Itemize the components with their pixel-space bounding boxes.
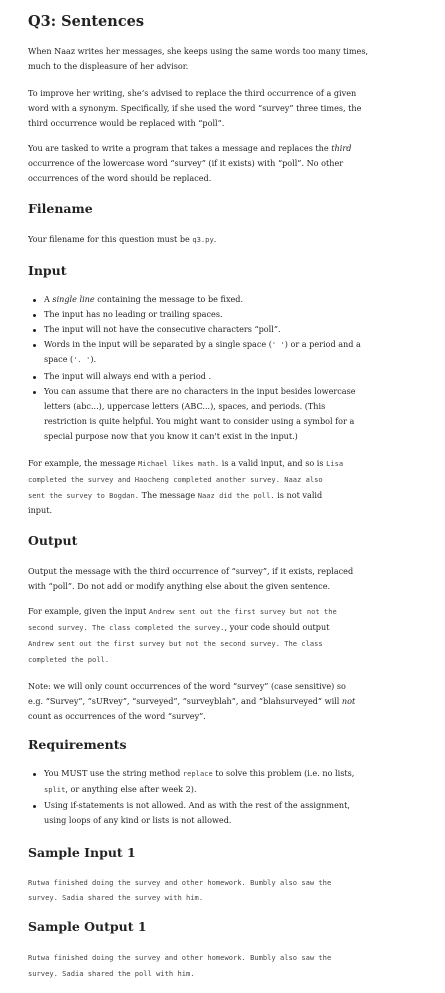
sample-input-heading: Sample Input 1 [28,845,136,860]
intro-p3-line1: You are tasked to write a program that takes a message and replaces the third [28,143,352,153]
output-heading: Output [28,533,78,548]
input-example-line3: sent the survey to Bogdan. The message Naaz did the poll. is not valid [28,490,323,500]
output-note-line1: Note: we will only count occurrences of the word “survey” (case sensitive) so [28,681,346,691]
requirements-heading: Requirements [28,737,127,752]
output-note-line3: count as occurrences of the word “survey”. [28,711,206,721]
sample-output-heading: Sample Output 1 [28,919,147,934]
input-bullet-2: The input has no leading or trailing spaces. [44,309,223,319]
intro-p2-line2: word with a synonym. Specifically, if she used the word “survey” three times, the [28,103,362,113]
input-bullet-1: A single line containing the message to be fixed. [44,294,244,304]
output-note-line2: e.g. “Survey”, “sURvey”, “surveyed”, “surveyblah”, and “blahsurveyed” will not [28,696,356,706]
input-bullet-5: The input will always end with a period . [44,371,212,381]
input-example-line4: input. [28,505,53,515]
input-bullet-6-line2: letters (abc...), uppercase letters (ABC...), spaces, and periods. (This [44,401,326,411]
intro-p3-line3: occurrences of the word should be replaced. [28,173,212,183]
bullet-icon [33,773,36,776]
input-bullet-6-line3: restriction is quite helpful. You might want to consider using a symbol for a [44,416,355,426]
filename-code: q3.py [192,235,214,244]
sample-input-line2: survey. Sadia shared the survey with him. [28,893,204,902]
requirement-1-line1: You MUST use the string method replace to solve this problem (i.e. no lists, [44,768,355,778]
input-heading: Input [28,263,67,278]
bullet-icon [33,344,36,347]
output-example-line3: Andrew sent out the first survey but not the second survey. The class [28,639,323,648]
requirement-2-line2: using loops of any kind or lists is not allowed. [44,815,232,825]
page-title: Q3: Sentences [28,13,145,30]
input-bullet-4-line1: Words in the input will be separated by a single space (' ') or a period and a [44,339,361,349]
output-example-line2: second survey. The class completed the survey., your code should output [28,622,330,632]
sample-output-line2: survey. Sadia shared the poll with him. [28,969,195,978]
bullet-icon [33,299,36,302]
intro-p2-line1: To improve her writing, she’s advised to replace the third occurrence of a given [28,88,357,98]
input-bullet-3: The input will not have the consecutive characters “poll”. [44,324,281,334]
bullet-icon [33,376,36,379]
intro-p3-line2: occurrence of the lowercase word “survey” (if it exists) with “poll”. No other [28,158,344,168]
output-p1-line1: Output the message with the third occurrence of “survey”, if it exists, replaced [28,566,354,576]
input-bullet-6-line4: special purpose now that you know it can't exist in the input.) [44,431,298,441]
requirement-2-line1: Using if-statements is not allowed. And as with the rest of the assignment, [44,800,350,810]
sample-input-line1: Rutwa finished doing the survey and other homework. Bumbly also saw the [28,878,332,887]
input-bullet-6-line1: You can assume that there are no characters in the input besides lowercase [44,386,356,396]
bullet-icon [33,314,36,317]
intro-p1-line1: When Naaz writes her messages, she keeps using the same words too many times, [28,46,369,56]
output-example-line4: completed the poll. [28,655,110,664]
bullet-icon [33,329,36,332]
sample-output-line1: Rutwa finished doing the survey and other homework. Bumbly also saw the [28,953,332,962]
input-bullet-4-line2: space ('. '). [44,354,97,364]
emphasis-third: third [331,143,352,153]
output-example-line1: For example, given the input Andrew sent out the first survey but not the [28,606,337,616]
input-example-line1: For example, the message Michael likes math. is a valid input, and so is Lisa [28,458,344,468]
filename-text: Your filename for this question must be q3.py. [28,234,217,244]
requirement-1-line2: split, or anything else after week 2). [44,784,197,794]
intro-p1-line2: much to the displeasure of her advisor. [28,61,189,71]
input-example-line2: completed the survey and Haocheng completed another survey. Naaz also [28,475,323,484]
bullet-icon [33,805,36,808]
filename-heading: Filename [28,201,93,216]
intro-p2-line3: third occurrence would be replaced with “poll”. [28,118,225,128]
bullet-icon [33,391,36,394]
output-p1-line2: with “poll”. Do not add or modify anything else about the given sentence. [28,581,331,591]
